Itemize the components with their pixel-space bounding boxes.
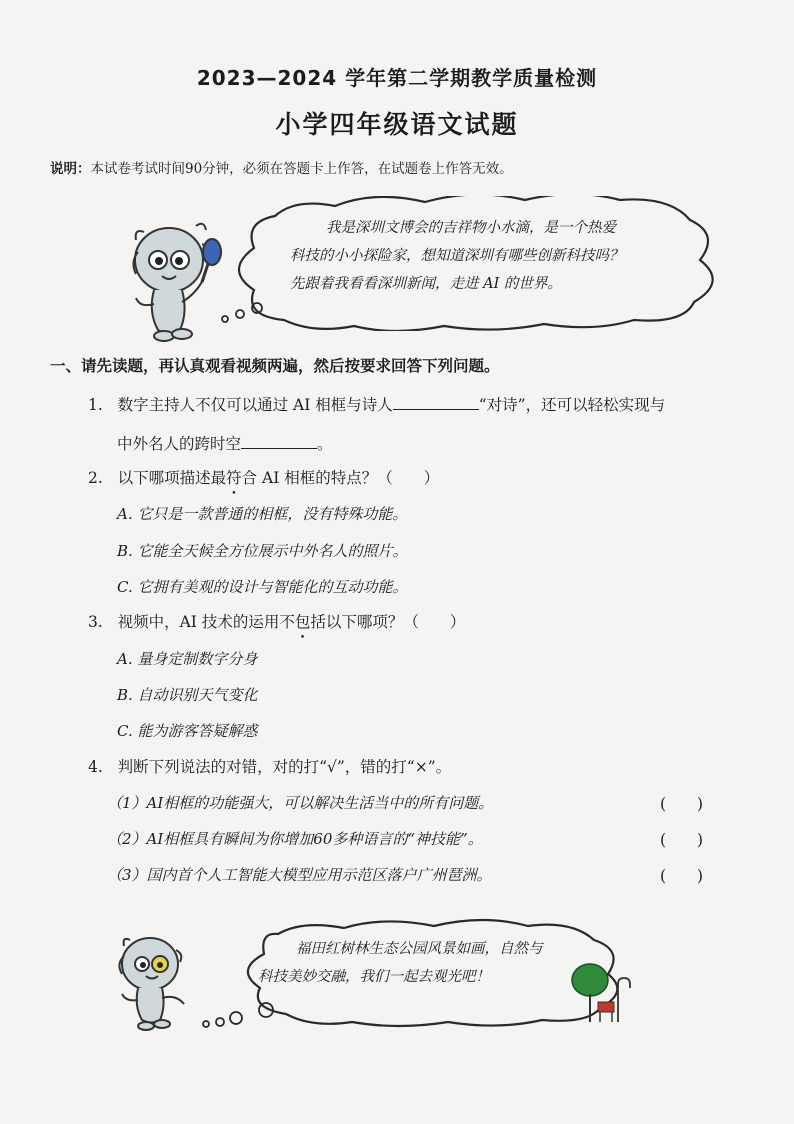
instructions (50, 157, 513, 177)
question-text: 中外名人的跨时空 (117, 435, 242, 453)
question-number: 3. (88, 613, 103, 631)
question-text: AI 相框的特点？（ ） (257, 469, 440, 487)
answer-paren[interactable]: ( ) (660, 795, 704, 813)
water-drop-mascot-icon (110, 926, 200, 1036)
question-text: 判断下列说法的对错，对的打“√”，错的打“×”。 (117, 758, 452, 776)
judge-item-2: （2）AI相框具有瞬间为你增加60多种语言的“神技能”。 (107, 830, 483, 848)
question-text: 数字主持人不仅可以通过 AI 相框与诗人 (117, 396, 393, 414)
bubble-line-3: 先跟着我看看深圳新闻，走进 AI 的世界。 (290, 276, 562, 292)
bubble-line-1: 福田红树林生态公园风景如画，自然与 (296, 941, 543, 957)
option-c: C. 它拥有美观的设计与智能化的互动功能。 (117, 578, 408, 596)
question-4 (88, 755, 451, 777)
answer-paren[interactable]: ( ) (660, 831, 704, 849)
option-a: A. 它只是一款普通的相框，没有特殊功能。 (117, 505, 408, 523)
question-number: 4. (88, 758, 103, 776)
question-text: 视频中，AI 技术的运用 (117, 613, 280, 631)
option-a: A. 量身定制数字分身 (117, 650, 258, 668)
instructions-text: 本试卷考试时间90分钟，必须在答题卡上作答，在试题卷上作答无效。 (90, 161, 513, 177)
question-number: 1. (88, 396, 103, 414)
emphasis-text: 不包括 (279, 613, 326, 631)
question-1-cont (117, 432, 333, 454)
tree-bench-icon (568, 962, 638, 1026)
answer-paren[interactable]: ( ) (660, 867, 704, 885)
bubble-line-2: 科技的小小探险家，想知道深圳有哪些创新科技吗？ (290, 248, 624, 264)
question-text: 。 (317, 435, 333, 453)
question-text: 以下哪项？（ ） (325, 613, 466, 631)
question-text: “对诗”，还可以轻松实现与 (478, 396, 666, 414)
question-1 (88, 393, 665, 415)
answer-blank[interactable] (393, 393, 479, 410)
question-text: 以下哪项描述 (117, 469, 211, 487)
emphasis-text: 最符合 (210, 469, 258, 487)
option-b: B. 自动识别天气变化 (117, 686, 258, 704)
speech-bubble-text (290, 214, 624, 298)
bubble-line-2: 科技美妙交融，我们一起去观光吧！ (258, 969, 490, 985)
question-3 (88, 610, 465, 632)
option-b: B. 它能全天候全方位展示中外名人的照片。 (117, 542, 408, 560)
answer-blank[interactable] (241, 432, 317, 449)
judge-item-3: （3）国内首个人工智能大模型应用示范区落户广州琶洲。 (107, 866, 492, 884)
speech-bubble-text (258, 935, 543, 991)
section-heading: 一、请先读题，再认真观看视频两遍，然后按要求回答下列问题。 (50, 357, 500, 375)
exam-title: 2023—2024 学年第二学期教学质量检测 (196, 66, 598, 90)
judge-item-1: （1）AI相框的功能强大，可以解决生活当中的所有问题。 (107, 794, 494, 812)
instructions-label: 说明： (50, 161, 91, 177)
option-c: C. 能为游客答疑解惑 (117, 722, 258, 740)
question-2 (88, 466, 439, 488)
exam-subtitle: 小学四年级语文试题 (275, 110, 519, 139)
bubble-line-1: 我是深圳文博会的吉祥物小水滴，是一个热爱 (326, 220, 616, 236)
question-number: 2. (88, 469, 103, 487)
